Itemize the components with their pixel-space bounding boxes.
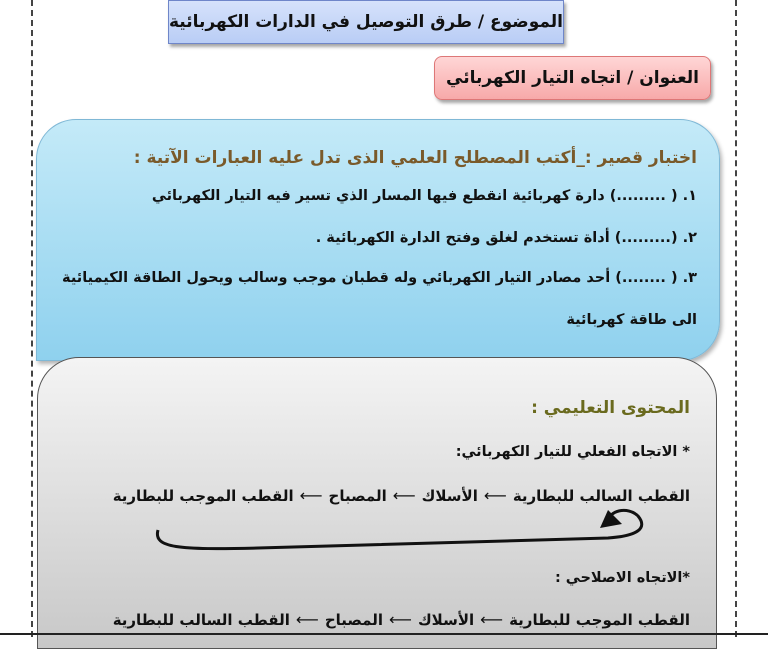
arrow-icon: ⟵ bbox=[295, 610, 319, 629]
quiz-panel bbox=[36, 119, 720, 361]
arrow-icon: ⟵ bbox=[483, 486, 507, 505]
flow-step: المصباح bbox=[328, 486, 387, 505]
quiz-item-3-continued: الى طاقة كهربائية bbox=[566, 312, 697, 328]
content-heading: المحتوى التعليمي : bbox=[531, 398, 690, 418]
left-dashed-border bbox=[31, 0, 33, 637]
title-banner: العنوان / اتجاه التيار الكهربائي bbox=[434, 56, 711, 100]
return-loop-arrow-icon bbox=[138, 498, 698, 558]
flow-step: الأسلاك bbox=[417, 610, 475, 629]
flow-step: القطب الموجب للبطارية bbox=[112, 486, 294, 505]
flow-step: الأسلاك bbox=[421, 486, 478, 505]
quiz-heading: اختبار قصير :_أكتب المصطلح العلمي الذى تدل عليه العبارات الآتية : bbox=[133, 148, 697, 168]
arrow-icon: ⟵ bbox=[299, 486, 323, 505]
content-panel bbox=[37, 357, 717, 649]
conventional-direction-label: *الاتجاه الاصلاحي : bbox=[554, 570, 690, 586]
flow-step: المصباح bbox=[324, 610, 383, 629]
topic-banner: الموضوع / طرق التوصيل في الدارات الكهربائية bbox=[168, 0, 564, 44]
quiz-item-1: ١. ( .........) دارة كهربائية انقطع فيها المسار الذي تسير فيه التيار الكهربائي bbox=[151, 188, 697, 204]
flow-step: القطب السالب للبطارية bbox=[512, 486, 690, 505]
bottom-rule bbox=[0, 633, 768, 635]
flow-step: القطب الموجب للبطارية bbox=[509, 610, 690, 629]
conventional-flow-row bbox=[113, 610, 690, 629]
quiz-item-2: ٢. (.........) أداة تستخدم لغلق وفتح الدارة الكهربائية . bbox=[315, 230, 697, 246]
actual-direction-label: * الاتجاه الفعلي للتيار الكهربائي: bbox=[455, 444, 690, 460]
right-dashed-border bbox=[735, 0, 737, 637]
arrow-icon: ⟵ bbox=[480, 610, 504, 629]
arrow-icon: ⟵ bbox=[389, 610, 412, 629]
quiz-item-3: ٣. ( ........) أحد مصادر التيار الكهربائي وله قطبان موجب وسالب ويحول الطاقة الكيميائية bbox=[62, 270, 697, 286]
flow-step: القطب السالب للبطارية bbox=[112, 610, 290, 629]
arrow-icon: ⟵ bbox=[392, 486, 416, 505]
